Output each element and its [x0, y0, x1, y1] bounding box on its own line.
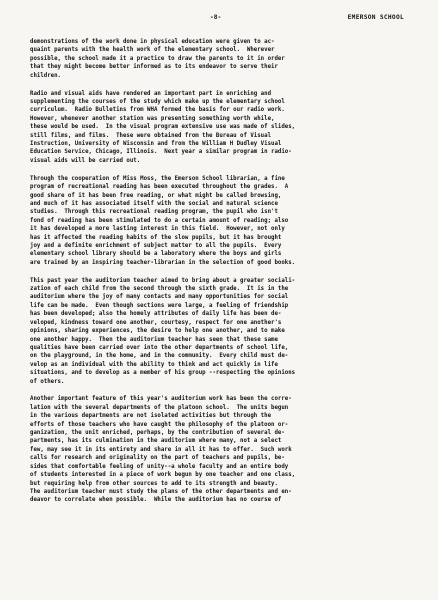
text-line: Through the cooperation of Miss Moss, the Emerson School librarian, a fine — [30, 175, 285, 182]
text-line: children. — [30, 72, 61, 79]
text-line: partments, has its culmination in the auditorium where many, not a select — [30, 438, 282, 445]
text-line: has been developed; also the homely attributes of daily life has been de- — [30, 311, 282, 318]
text-line: deavor to correlate when possible. While the auditorium has no course of — [30, 497, 282, 504]
text-line: However, whenever another station was presenting something worth while, — [30, 115, 275, 122]
text-line: on the playground, in the home, and in the community. Every child must de- — [30, 353, 289, 360]
text-line: opinions, sharing experiences, the desire to help one another, and to make — [30, 328, 285, 335]
text-line: Radio and visual aids have rendered an important part in enriching and — [30, 90, 272, 97]
text-line: are trained by an inspiring teacher-librarian in the selection of good books. — [30, 259, 296, 266]
text-line: and much of it has associated itself with the social and natural science — [30, 200, 278, 207]
text-line: in the various departments are not isolated activities but through the — [30, 413, 272, 420]
page-header — [30, 14, 410, 28]
text-line: supplementing the courses of the study which make up the elementary school — [30, 98, 285, 105]
text-line: Education Service, Chicago, Illinois. Next year a similar program in radio- — [30, 149, 292, 156]
paragraph-2 — [30, 90, 410, 166]
text-line: one another happy. Then the auditorium teacher has seen that these same — [30, 336, 278, 343]
text-line: it has developed a more lasting interest in this field. However, not only — [30, 226, 285, 233]
text-line: that they might become better informed as to its endeavor to serve their — [30, 64, 278, 71]
text-line: sides that comfortable feeling of unity--a whole faculty and an entire body — [30, 463, 289, 470]
text-line: studies. Through this recreational reading program, the pupil who isn't — [30, 209, 278, 216]
document-body — [30, 38, 410, 505]
school-name: EMERSON SCHOOL — [347, 14, 404, 21]
page-number: -8- — [210, 14, 222, 21]
text-line: few, may see it in its entirety and share in all it has to offer. Such work — [30, 446, 292, 453]
paragraph-5 — [30, 395, 410, 504]
text-line: quaint parents with the health work of the elementary school. Wherever — [30, 47, 275, 54]
text-line: fond of reading has been stimulated to do a certain amount of reading; also — [30, 217, 289, 224]
text-line: still films, and films. These were obtained from the Bureau of Visual — [30, 132, 272, 139]
text-line: elementary school library should be a laboratory where the boys and girls — [30, 251, 282, 258]
text-line: these would be used. In the visual program extensive use was made of slides, — [30, 124, 296, 131]
text-line: demonstrations of the work done in physical education were given to ac- — [30, 39, 275, 45]
paragraph-4 — [30, 277, 410, 386]
text-line: Another important feature of this year's auditorium work has been the corre- — [30, 396, 292, 403]
text-line: The auditorium teacher must study the plans of the other departments and en- — [30, 488, 292, 495]
paragraph-3 — [30, 175, 410, 267]
text-line: but requiring help from other sources to add to its strength and beauty. — [30, 480, 278, 487]
text-line: qualities have been carried over into the other departments of school life, — [30, 344, 289, 351]
text-line: of students interested in a piece of work begun by one teacher and one class, — [30, 472, 296, 479]
text-line: Instruction, University of Wisconsin and from the William H Dudley Visual — [30, 140, 282, 147]
text-line: situations, and to develop as a member of his group --respecting the opinions — [30, 370, 296, 377]
text-line: efforts of those teachers who have caught the philosophy of the platoon or- — [30, 421, 289, 428]
text-line: ganization, the unit enriched, perhaps, by the contribution of several de- — [30, 430, 285, 437]
text-line: life can be made. Even though sections were large, a feeling of friendship — [30, 302, 289, 309]
text-line: velop as an individual with the ability to think and act quickly in life — [30, 361, 278, 368]
text-line: auditorium where the joy of many contacts and many opportunities for social — [30, 294, 289, 301]
text-line: of others. — [30, 378, 65, 385]
text-line: joy and a definite enrichment of subject matter to all the pupils. Every — [30, 242, 282, 249]
text-line: program of recreational reading has been executed throughout the grades. A — [30, 184, 289, 191]
text-line: calls for research and originality on the part of teachers and pupils, be- — [30, 455, 285, 462]
text-line: zation of each child from the second through the sixth grade. It is in the — [30, 286, 289, 293]
text-line: possible, the school made it a practice to draw the parents to it in order — [30, 55, 285, 62]
text-line: veloped, kindness toward one another, courtesy, respect for one another's — [30, 319, 282, 326]
text-line: curriculum. Radio Bulletins from WHA formed the basis for our radio work. — [30, 107, 285, 114]
paragraph-1 — [30, 38, 410, 80]
text-line: visual aids will be carried out. — [30, 157, 141, 164]
text-line: lation with the several departments of the platoon school. The units begun — [30, 404, 289, 411]
text-line: This past year the auditorium teacher aimed to bring about a greater sociali- — [30, 277, 296, 284]
text-line: has it affected the reading habits of the slow pupils, but it has brought — [30, 234, 282, 241]
text-line: good share of it has been free reading, or what might be called browsing, — [30, 192, 282, 199]
